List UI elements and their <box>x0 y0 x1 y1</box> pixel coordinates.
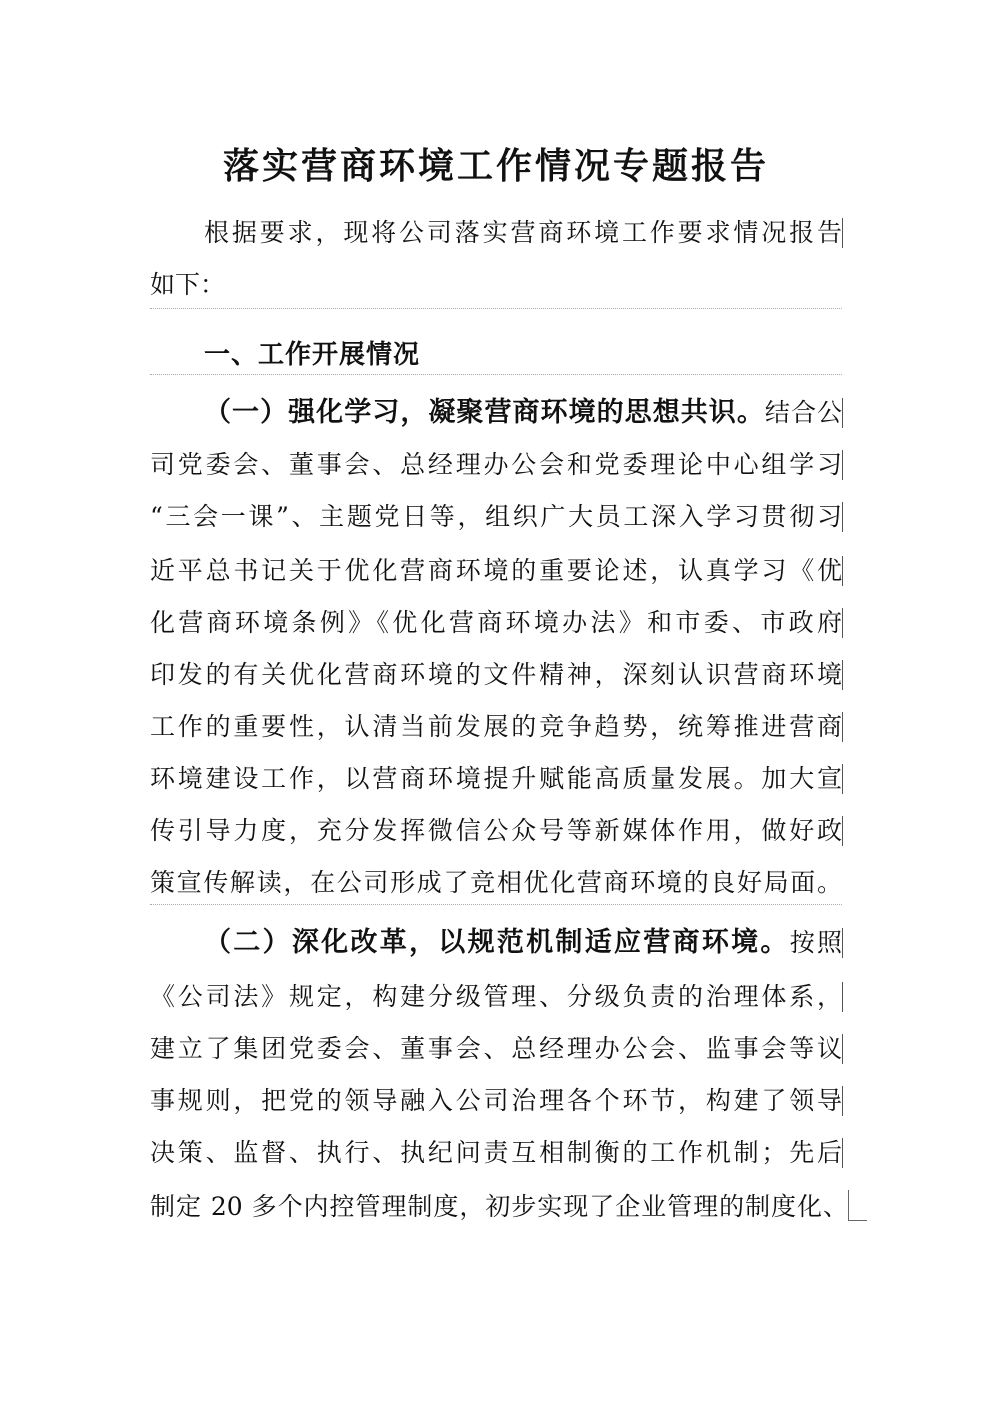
margin-rule <box>842 764 843 794</box>
section1-line: 印发的有关优化营商环境的文件精神，深刻认识营商环境 <box>150 660 842 689</box>
section1-line: 传引导力度，充分发挥微信公众号等新媒体作用，做好政 <box>150 816 842 845</box>
section1-lead-tail: 结合公 <box>764 398 842 427</box>
intro-line-1: 根据要求，现将公司落实营商环境工作要求情况报告 <box>204 218 842 247</box>
section2-line: 事规则，把党的领导融入公司治理各个环节，构建了领导 <box>150 1086 842 1115</box>
document-title: 落实营商环境工作情况专题报告 <box>222 145 769 187</box>
section1-line: 环境建设工作，以营商环境提升赋能高质量发展。加大宣 <box>150 764 842 793</box>
margin-rule <box>842 1034 843 1064</box>
margin-rule <box>842 816 843 846</box>
paragraph-divider <box>150 308 842 309</box>
margin-rule <box>842 608 843 638</box>
intro-line-2: 如下： <box>150 270 226 299</box>
section2-line: 《公司法》规定，构建分级管理、分级负责的治理体系， <box>150 982 842 1011</box>
margin-rule <box>842 502 843 532</box>
margin-rule <box>842 712 843 742</box>
margin-rule <box>842 928 843 958</box>
section1-line: 司党委会、董事会、总经理办公会和党委理论中心组学习 <box>150 450 842 479</box>
section2-line: 决策、监督、执行、执纪问责互相制衡的工作机制；先后 <box>150 1138 842 1167</box>
paragraph-divider <box>150 904 842 905</box>
section1-line: 策宣传解读，在公司形成了竞相优化营商环境的良好局面。 <box>150 868 842 897</box>
page-corner-mark <box>848 1190 867 1221</box>
section-heading: 一、工作开展情况 <box>204 340 421 370</box>
margin-rule <box>842 398 843 428</box>
margin-rule <box>842 1138 843 1168</box>
section2-first-line <box>204 926 842 962</box>
margin-rule <box>842 450 843 480</box>
section2-line: 建立了集团党委会、董事会、总经理办公会、监事会等议 <box>150 1034 842 1063</box>
section1-line: 近平总书记关于优化营商环境的重要论述，认真学习《优 <box>150 556 842 585</box>
section1-line: 化营商环境条例》《优化营商环境办法》和市委、市政府 <box>150 608 842 637</box>
section1-line: 工作的重要性，认清当前发展的竞争趋势，统筹推进营商 <box>150 712 842 741</box>
section1-line: “三会一课”、主题党日等，组织广大员工深入学习贯彻习 <box>150 502 842 531</box>
margin-rule <box>842 982 843 1012</box>
section2-lead-tail: 按照 <box>789 928 842 957</box>
section1-lead: （一）强化学习，凝聚营商环境的思想共识。 <box>204 397 765 428</box>
paragraph-divider <box>150 374 842 375</box>
section2-line: 制定 20 多个内控管理制度，初步实现了企业管理的制度化、 <box>150 1192 848 1221</box>
margin-rule <box>842 1086 843 1116</box>
section2-lead: （二）深化改革，以规范机制适应营商环境。 <box>204 927 790 958</box>
section1-first-line <box>204 396 842 432</box>
margin-rule <box>842 556 843 586</box>
margin-rule <box>842 218 843 248</box>
margin-rule <box>842 660 843 690</box>
